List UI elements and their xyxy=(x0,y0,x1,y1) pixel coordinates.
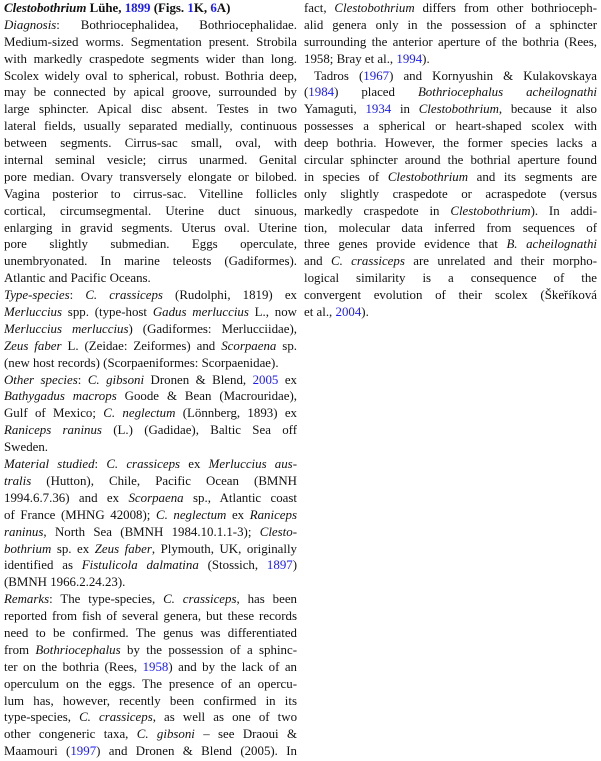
italic-text: C. crassiceps xyxy=(106,457,181,472)
text-line xyxy=(4,220,297,237)
paragraph xyxy=(4,372,297,456)
text-run: , has been xyxy=(236,592,297,607)
text-line xyxy=(4,709,297,726)
text-line xyxy=(304,152,597,169)
text-line xyxy=(4,152,297,169)
text-line xyxy=(304,118,597,135)
text-line xyxy=(4,236,297,253)
text-line xyxy=(4,591,297,608)
text-line xyxy=(304,186,597,203)
paragraph xyxy=(4,17,297,287)
text-line xyxy=(4,169,297,186)
italic-text: C. crassiceps xyxy=(79,710,153,725)
text-run: Maamouri ( xyxy=(4,744,71,759)
italic-text: Zeus faber xyxy=(4,338,62,353)
text-run: Tadros ( xyxy=(314,68,364,83)
text-line xyxy=(4,68,297,85)
text-run: by the possession of a sphinc- xyxy=(120,642,297,657)
text-run: and xyxy=(304,254,331,269)
italic-text: bothrium xyxy=(4,541,52,556)
text-line xyxy=(4,0,297,17)
text-run: : xyxy=(77,372,88,387)
text-line xyxy=(4,321,297,338)
text-run: operculum on the eggs. The presence of an opercu- xyxy=(4,676,297,691)
text-line xyxy=(4,372,297,389)
paragraph xyxy=(304,68,597,321)
text-line xyxy=(4,34,297,51)
text-run: Goode & Bean (Macrouridae), xyxy=(116,389,297,404)
italic-text: C. neglectum xyxy=(103,406,176,421)
text-run: identified as xyxy=(4,558,82,573)
text-run: fact, xyxy=(304,1,335,15)
text-run: spp. (type-host xyxy=(62,305,153,320)
text-line xyxy=(4,304,297,321)
text-run: circular sphincter around the bothrial aperture found xyxy=(304,153,597,168)
text-run: (BMNH 1966.2.24.23). xyxy=(4,575,126,590)
text-run: Atlantic and Pacific Oceans. xyxy=(4,271,151,286)
text-run: L., now xyxy=(248,305,297,320)
text-line xyxy=(4,101,297,118)
text-run: unembryonated. In marine teleosts (Gadiformes). xyxy=(4,254,297,269)
citation-link[interactable]: 1984 xyxy=(308,85,335,100)
text-run: ). In addi- xyxy=(530,203,597,218)
text-line xyxy=(4,574,297,591)
italic-text: C. crassiceps xyxy=(85,288,163,303)
text-run: possesses a spherical or heart-shaped scolex with xyxy=(304,119,597,134)
text-line xyxy=(304,203,597,220)
text-run: : Bothriocephalidea, Bothriocephalidae. xyxy=(56,17,297,32)
section-heading xyxy=(4,0,297,17)
text-run: Medium-sized worms. Segmentation present. Strobila xyxy=(4,34,297,49)
text-run: ). xyxy=(422,51,430,66)
italic-text: raninus xyxy=(4,524,44,539)
italic-text: C. crassiceps xyxy=(330,254,405,269)
text-run: lum has, however, recently been confirmed in its xyxy=(4,693,297,708)
text-line xyxy=(304,101,597,118)
text-line xyxy=(4,473,297,490)
text-run: (L.) (Gadidae), Baltic Sea off xyxy=(101,423,297,438)
italic-text: Clestobothrium xyxy=(334,1,415,15)
text-line xyxy=(304,17,597,34)
text-run: sp. ex xyxy=(51,541,95,556)
text-line xyxy=(304,0,597,17)
text-line xyxy=(4,456,297,473)
italic-text: Clestobothrium xyxy=(387,169,469,184)
text-line xyxy=(4,524,297,541)
text-line xyxy=(304,169,597,186)
text-line xyxy=(4,186,297,203)
text-run: : xyxy=(69,288,86,303)
italic-text: Other species xyxy=(4,372,78,387)
text-line xyxy=(4,17,297,34)
text-run: L. (Zeidae: Zeiformes) and xyxy=(61,338,222,353)
citation-link[interactable]: 6 xyxy=(210,1,217,15)
text-run: ) (Gadiformes: Merlucciidae), xyxy=(128,321,297,336)
text-run: 1994.6.7.36) and ex xyxy=(4,490,129,505)
text-run: ) and Kornyushin & Kulakovskaya xyxy=(389,68,597,83)
italic-text: tralis xyxy=(4,473,32,488)
text-run: 1958; Bray et al., xyxy=(304,51,397,66)
text-run: logical similarity is a consequence of the xyxy=(304,271,597,286)
text-run: Gulf of Mexico; xyxy=(4,406,104,421)
text-line xyxy=(4,253,297,270)
text-run: ). xyxy=(361,305,369,320)
text-run: of France (MHNG 42008); xyxy=(4,507,156,522)
text-run: lateral fields, usually separated medially, continuous xyxy=(4,119,297,134)
text-run: A) xyxy=(216,1,231,15)
italic-text: Zeus faber xyxy=(94,541,152,556)
text-run: sp., Atlantic coast xyxy=(183,490,297,505)
text-run: : The type-species, xyxy=(49,592,164,607)
text-run: (Figs. xyxy=(150,1,188,15)
text-line xyxy=(304,34,597,51)
text-line xyxy=(4,51,297,68)
paragraph xyxy=(4,456,297,591)
citation-link[interactable]: 1967 xyxy=(363,68,390,83)
text-run: pore median. Ovary transversely elongate or bilobed. xyxy=(4,169,297,184)
paragraph xyxy=(4,287,297,371)
text-run: large sphincter. Apical disc absent. Testes in two xyxy=(4,102,297,117)
text-run: enlarging in gravid segments. Uterus oval. Uterine xyxy=(4,220,297,235)
text-run: K, xyxy=(193,1,211,15)
text-run: ) xyxy=(292,558,297,573)
text-run: , because it also xyxy=(498,102,597,117)
text-run: (Stossich, xyxy=(198,558,267,573)
text-run: : xyxy=(94,457,107,472)
text-line xyxy=(4,726,297,743)
italic-text: Scorpaena xyxy=(128,490,184,505)
text-line xyxy=(304,287,597,304)
text-run: internal seminal vesicle; cirrus unarmed. Genital xyxy=(4,153,297,168)
italic-text: Merluccius merluccius xyxy=(4,321,129,336)
citation-link[interactable]: 1958 xyxy=(142,659,169,674)
text-run: – see Draoui & xyxy=(194,727,297,742)
paragraph xyxy=(304,0,597,68)
italic-text: Bathygadus macrops xyxy=(4,389,117,404)
italic-text: Bothriocephalus acheilognathi xyxy=(417,85,597,100)
text-run: in species of xyxy=(304,169,388,184)
text-run: ) placed xyxy=(334,85,418,100)
text-line xyxy=(4,270,297,287)
italic-text: C. gibsoni xyxy=(87,372,145,387)
text-line xyxy=(4,642,297,659)
italic-text: Diagnosis xyxy=(4,17,57,32)
text-run: in xyxy=(391,102,419,117)
paragraph xyxy=(4,591,297,760)
text-run: , as well as one of two xyxy=(152,710,297,725)
text-run: convergent evolution of their scolex (Škeříková xyxy=(304,288,597,303)
text-run: differs from other bothrioceph- xyxy=(414,1,597,15)
text-line xyxy=(4,355,297,372)
text-run: three genes provide evidence that xyxy=(304,237,507,252)
text-run: (new host records) (Scorpaeniformes: Scorpaenidae). xyxy=(4,355,279,370)
italic-text: C. crassiceps xyxy=(163,592,237,607)
text-line xyxy=(304,68,597,85)
italic-text: Scorpaena xyxy=(221,338,277,353)
text-run: only slightly craspedote or acraspedote (versus xyxy=(304,186,597,201)
text-line xyxy=(4,118,297,135)
italic-text: Raniceps raninus xyxy=(4,423,102,438)
citation-link[interactable]: 1997 xyxy=(70,744,97,759)
italic-text: Clestobothrium xyxy=(450,203,531,218)
text-run: ( xyxy=(304,85,309,100)
italic-text: Merluccius aus- xyxy=(208,457,297,472)
citation-link[interactable]: 2004 xyxy=(335,305,362,320)
text-run: (Hutton), Chile, Pacific Ocean (BMNH xyxy=(31,473,297,488)
text-run: ) and by the lack of an xyxy=(168,659,297,674)
text-run: and its segments are xyxy=(468,169,597,184)
text-run: Vagina posterior to cirrus-sac. Vitelline follicles xyxy=(4,186,297,201)
text-line xyxy=(4,405,297,422)
text-line xyxy=(4,507,297,524)
text-run: may be connected by apical groove, surrounded by xyxy=(4,85,297,100)
text-run: , Plymouth, UK, originally xyxy=(151,541,297,556)
text-line xyxy=(4,135,297,152)
text-run: alid genera only in the possession of a sphincter xyxy=(304,17,597,32)
citation-link[interactable]: 1 xyxy=(187,1,194,15)
text-run: (Rudolphi, 1819) ex xyxy=(162,288,297,303)
text-line xyxy=(4,338,297,355)
text-run: Dronen & Blend, xyxy=(144,372,253,387)
text-line xyxy=(304,304,597,321)
italic-text: Material studied xyxy=(4,457,95,472)
left-column xyxy=(4,0,297,760)
citation-link[interactable]: 1897 xyxy=(266,558,293,573)
text-run: (Lönnberg, 1893) ex xyxy=(175,406,297,421)
italic-text: Clestobothrium xyxy=(4,1,87,15)
text-line xyxy=(4,625,297,642)
text-line xyxy=(4,693,297,710)
text-line xyxy=(304,236,597,253)
text-run: from xyxy=(4,642,36,657)
text-run: cortical, circumsegmental. Uterine duct sinuous, xyxy=(4,203,297,218)
text-run: Lühe, xyxy=(86,1,125,15)
text-run: deep bothria. However, the former species lacks a xyxy=(304,136,597,151)
text-line xyxy=(4,388,297,405)
right-column xyxy=(304,0,597,321)
text-run: ex xyxy=(226,507,250,522)
text-run: Sweden. xyxy=(4,440,49,455)
text-run: ter on the bothria (Rees, xyxy=(4,659,143,674)
text-line xyxy=(4,439,297,456)
text-line xyxy=(4,287,297,304)
text-line xyxy=(4,490,297,507)
text-line xyxy=(4,541,297,558)
text-line xyxy=(304,220,597,237)
italic-text: Raniceps xyxy=(249,507,297,522)
text-run: ex xyxy=(278,372,297,387)
citation-link[interactable]: 1994 xyxy=(396,51,423,66)
text-line xyxy=(304,270,597,287)
citation-link[interactable]: 2005 xyxy=(252,372,279,387)
citation-link[interactable]: 1899 xyxy=(124,1,151,15)
text-run: reported from fish of several genera, but these records xyxy=(4,609,297,624)
text-run: between segments. Cirrus-sac small, oval, with xyxy=(4,136,297,151)
text-run: tion, molecular data inferred from sequences of xyxy=(304,220,597,235)
text-run: are unrelated and their morpho- xyxy=(404,254,597,269)
italic-text: Type-species xyxy=(4,288,70,303)
italic-text: Merluccius xyxy=(4,305,62,320)
text-run: sp. xyxy=(276,338,297,353)
italic-text: C. neglectum xyxy=(155,507,227,522)
italic-text: Clesto- xyxy=(259,524,297,539)
text-run: surrounding the anterior aperture of the bothria (Rees, xyxy=(304,34,597,49)
italic-text: C. gibsoni xyxy=(136,727,195,742)
text-run: with markedly craspedote segments wider than long. xyxy=(4,51,297,66)
text-run: Scolex widely oval to spherical, robust. Bothria deep, xyxy=(4,68,297,83)
italic-text: Remarks xyxy=(4,592,50,607)
text-line xyxy=(4,203,297,220)
text-line xyxy=(304,135,597,152)
italic-text: Bothriocephalus xyxy=(35,642,121,657)
text-line xyxy=(304,253,597,270)
italic-text: Gadus merluccius xyxy=(152,305,249,320)
text-run: other congeneric taxa, xyxy=(4,727,137,742)
text-run: Yamaguti, xyxy=(304,102,366,117)
italic-text: Clestobothrium xyxy=(418,102,499,117)
citation-link[interactable]: 1934 xyxy=(365,102,392,117)
text-line xyxy=(4,659,297,676)
text-run: et al., xyxy=(304,305,336,320)
text-line xyxy=(4,422,297,439)
text-line xyxy=(4,676,297,693)
text-run: pore slightly submedian. Eggs operculate, xyxy=(4,237,297,252)
text-run: need to be confirmed. The genus was differentiated xyxy=(4,625,297,640)
text-line xyxy=(304,51,597,68)
text-run: markedly craspedote in xyxy=(304,203,451,218)
text-line xyxy=(4,84,297,101)
text-line xyxy=(4,743,297,760)
italic-text: B. acheilognathi xyxy=(506,237,597,252)
text-line xyxy=(4,557,297,574)
text-run: ) and Dronen & Blend (2005). In xyxy=(96,744,297,759)
text-line xyxy=(304,84,597,101)
text-run: ex xyxy=(180,457,209,472)
text-run: , North Sea (BMNH 1984.10.1.1-3); xyxy=(43,524,260,539)
italic-text: Fistulicola dalmatina xyxy=(81,558,199,573)
text-run: type-species, xyxy=(4,710,80,725)
text-line xyxy=(4,608,297,625)
